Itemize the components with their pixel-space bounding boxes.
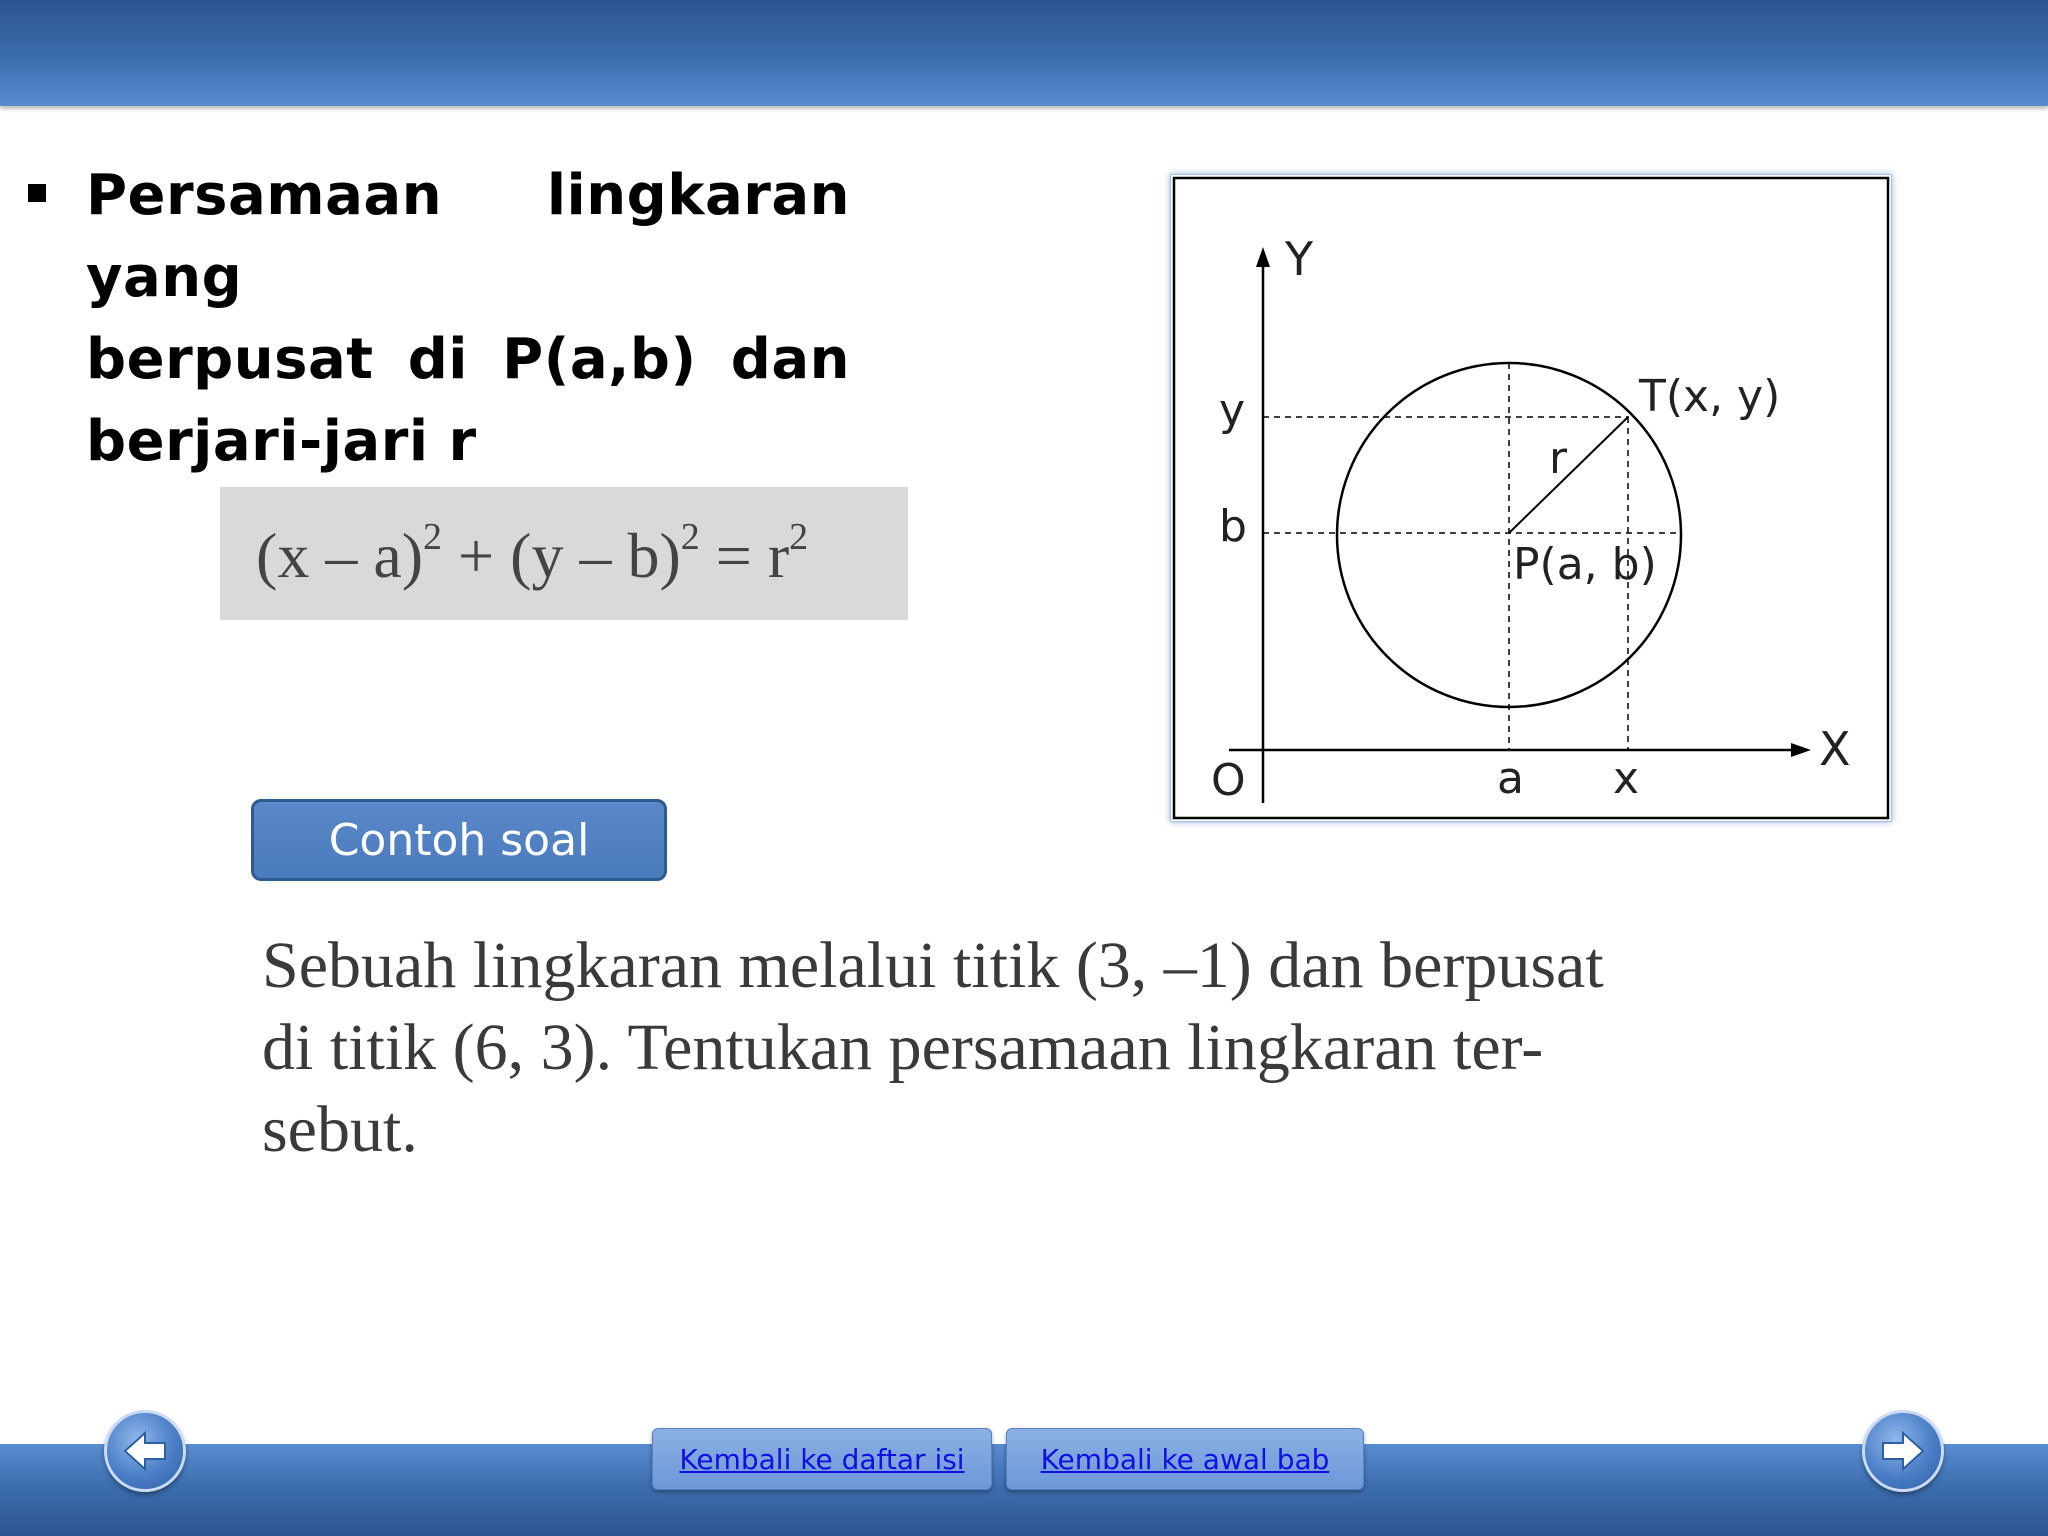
top-banner <box>0 0 2048 106</box>
problem-line: di titik (6, 3). Tentukan persamaan lingkaran ter- <box>262 1011 1544 1084</box>
arrow-right-icon <box>1877 1425 1929 1477</box>
circle-diagram <box>1170 174 1892 822</box>
problem-line: sebut. <box>262 1093 418 1166</box>
label-tick-y: y <box>1219 385 1246 436</box>
diagram-border <box>1174 178 1888 818</box>
heading-line: berjari-jari r <box>86 409 477 474</box>
label-radius: r <box>1549 433 1568 484</box>
bullet-square-icon <box>28 184 46 202</box>
label-tick-x: x <box>1613 753 1640 804</box>
back-to-toc-link[interactable]: Kembali ke daftar isi <box>679 1442 965 1476</box>
circle-equation: $(x - a)^2 + (y - b)^2 = r^2$ <box>256 516 809 591</box>
back-to-chapter-link[interactable]: Kembali ke awal bab <box>1040 1442 1330 1476</box>
heading-line: Persamaan lingkaran yang <box>86 163 850 310</box>
problem-line: Sebuah lingkaran melalui titik (3, –1) dan berpusat <box>262 929 1604 1002</box>
label-origin: O <box>1211 755 1246 806</box>
circle-equation-box <box>220 487 908 620</box>
label-tick-b: b <box>1219 501 1247 552</box>
circle-diagram-svg <box>1171 175 1891 821</box>
example-button[interactable]: Contoh soal <box>251 799 667 881</box>
heading-line: berpusat di P(a,b) dan <box>86 327 850 392</box>
circle <box>1337 363 1681 707</box>
y-axis-arrow-icon <box>1256 247 1270 267</box>
back-to-chapter-button[interactable] <box>1006 1428 1364 1490</box>
label-center: P(a, b) <box>1513 539 1657 590</box>
label-tick-a: a <box>1497 753 1524 804</box>
radius-line <box>1509 417 1628 533</box>
label-x-axis: X <box>1819 722 1851 776</box>
problem-text <box>262 925 1602 1171</box>
x-axis-arrow-icon <box>1791 743 1811 757</box>
arrow-left-icon <box>119 1425 171 1477</box>
slide-heading <box>86 155 850 483</box>
label-point: T(x, y) <box>1639 371 1781 422</box>
label-y-axis: Y <box>1285 232 1314 286</box>
back-to-toc-button[interactable] <box>652 1428 992 1490</box>
previous-slide-button[interactable] <box>104 1410 186 1492</box>
next-slide-button[interactable] <box>1862 1410 1944 1492</box>
